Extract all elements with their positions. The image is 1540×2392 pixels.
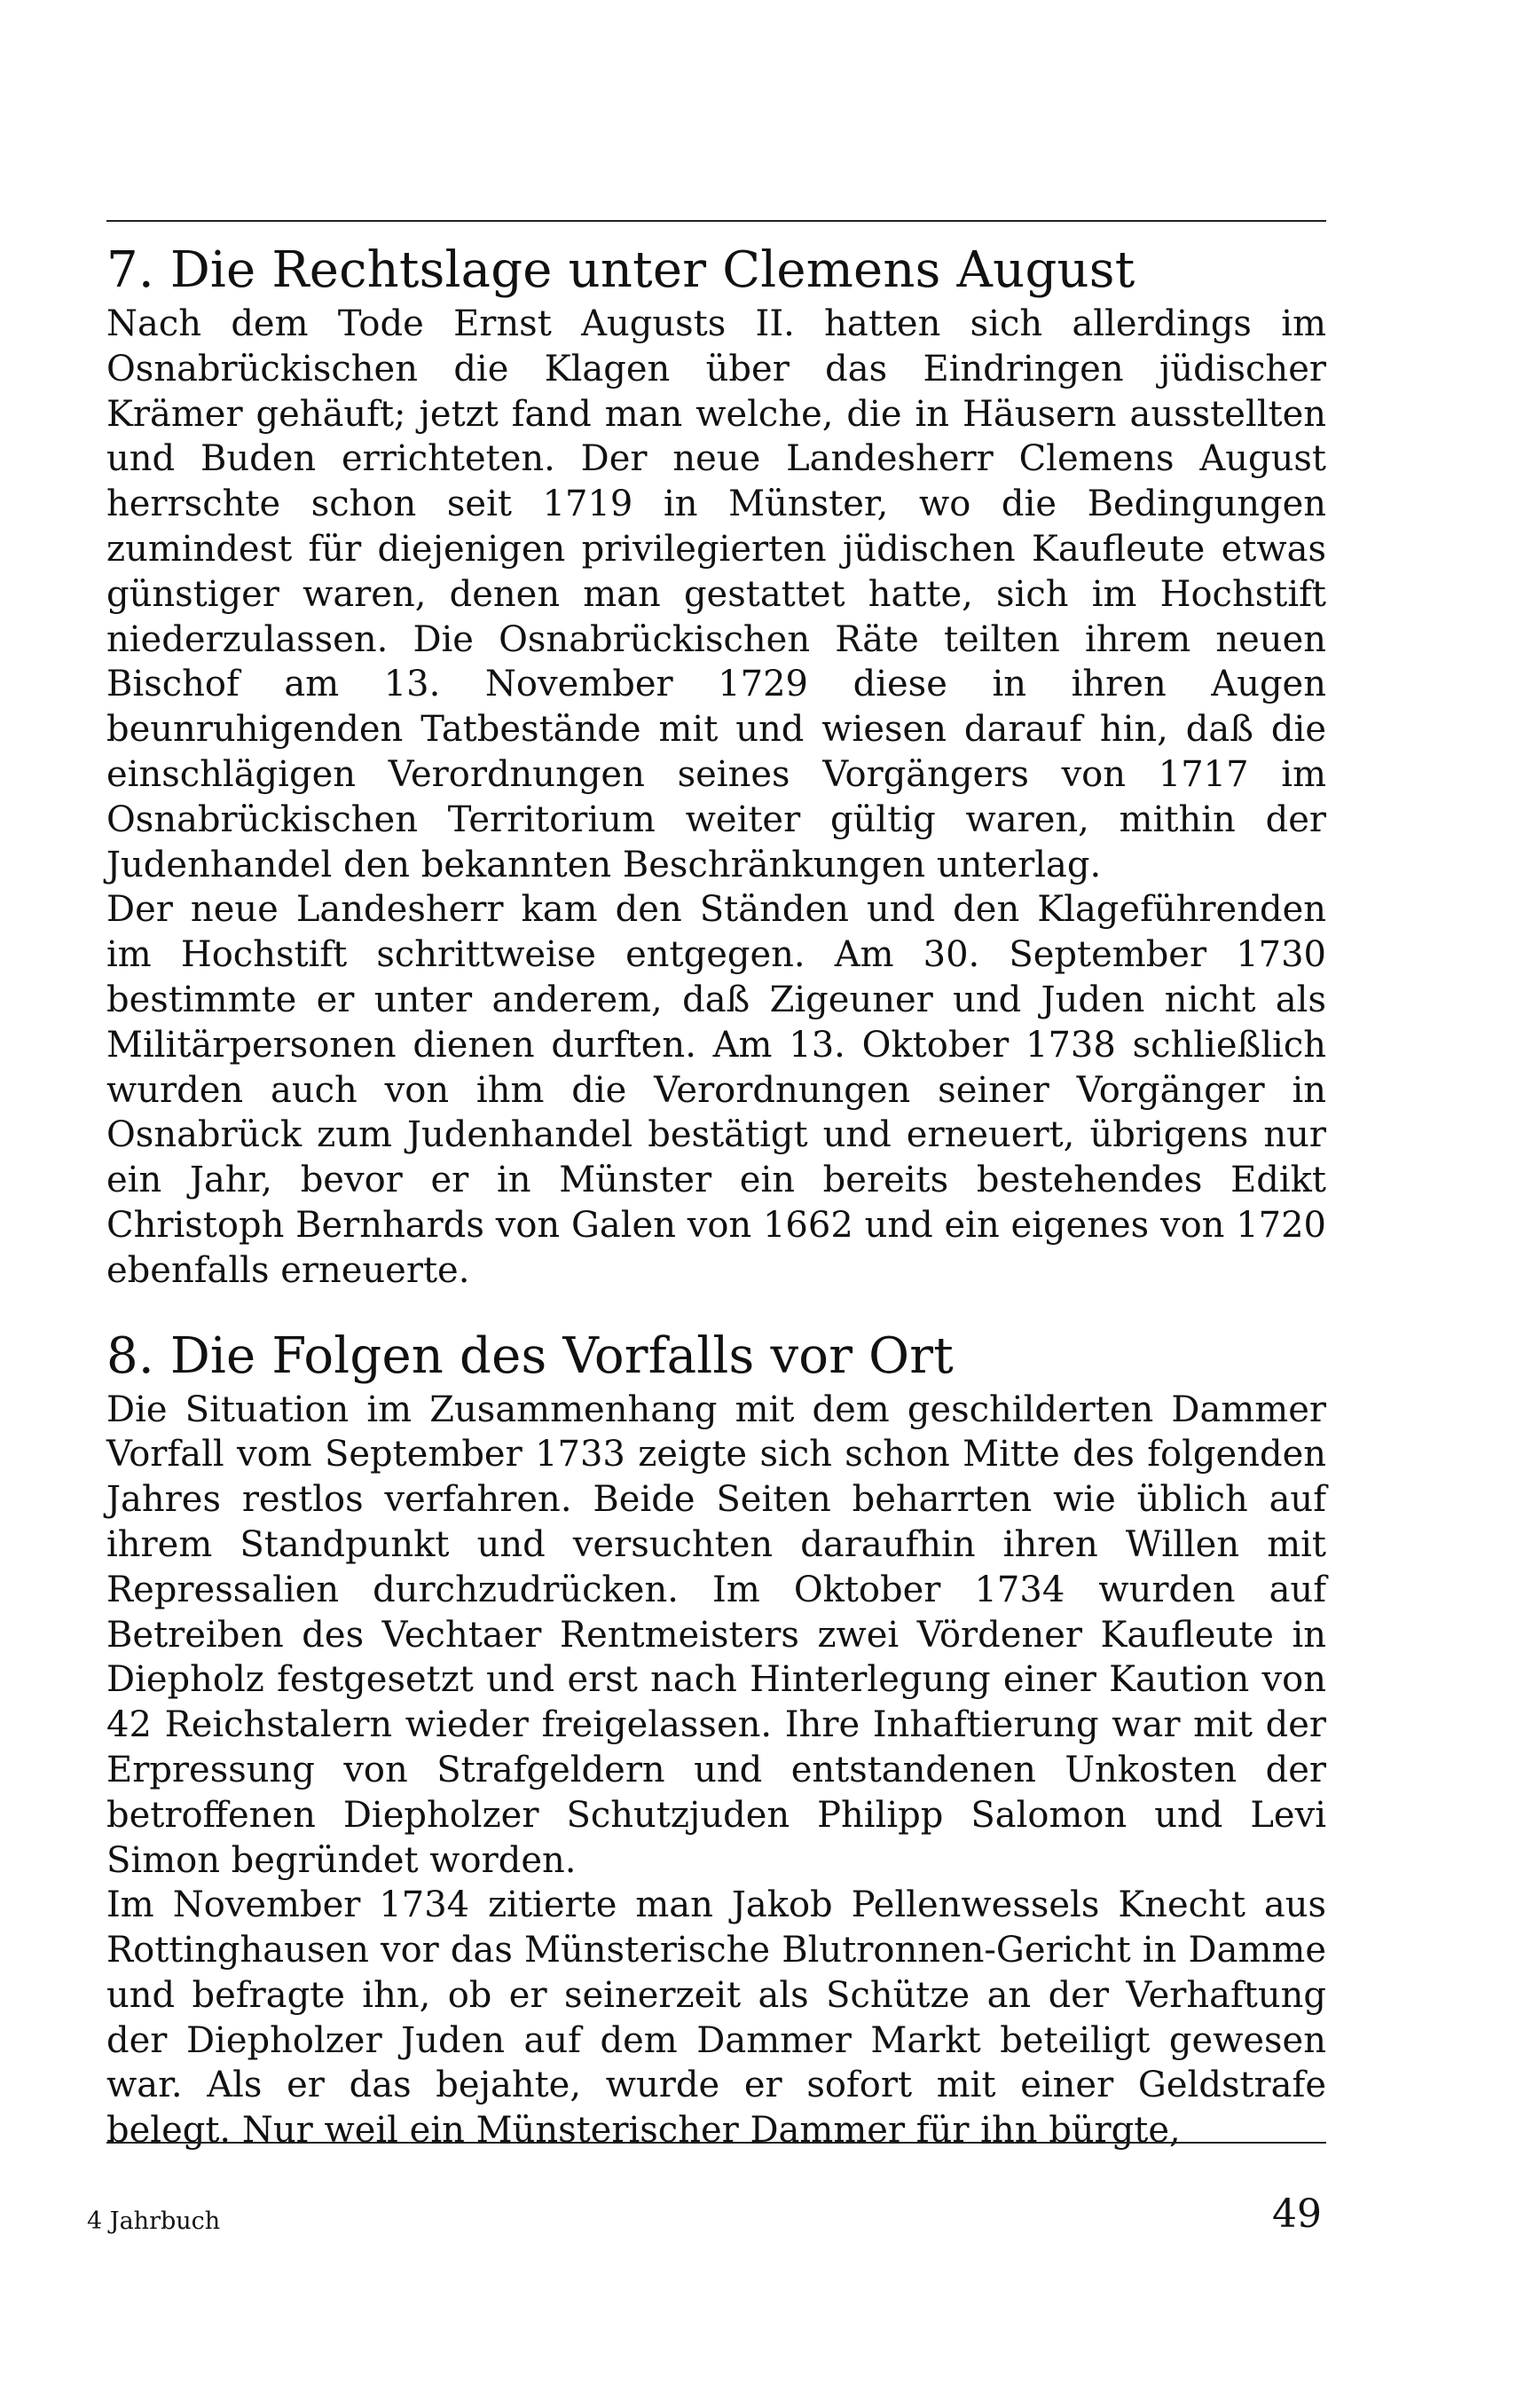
section-8-heading: 8. Die Folgen des Vorfalls vor Ort xyxy=(106,1326,954,1385)
top-rule xyxy=(106,220,1326,222)
page-number: 49 xyxy=(1272,2191,1322,2237)
page-body xyxy=(106,241,1326,2153)
section-7-heading: 7. Die Rechtslage unter Clemens August xyxy=(106,241,1135,299)
bottom-rule xyxy=(106,2142,1326,2144)
section-8-paragraph-1: Die Situation im Zusammenhang mit dem geschilderten Dammer Vorfall vom September 1733 zeigte sich schon Mitte des folgenden Jahres restlos verfahren. Beide Seiten beharrten wie üblich auf ihrem Standpunkt und versuchten daraufhin ihren Willen mit Repressalien durchzudrücken. Im Oktober 1734 wurden auf Betreiben des Vechtaer Rentmeisters zwei Vördener Kaufleute in Diepholz festgesetzt und erst nach Hinterlegung einer Kaution von 42 Reichstalern wieder freigelassen. Ihre Inhaftierung war mit der Erpressung von Strafgeldern und entstandenen Unkosten der betroffenen Diepholzer Schutzjuden Philipp Salomon und Levi Simon begründet worden. xyxy=(106,1389,1326,1881)
section-8-paragraph-2: Im November 1734 zitierte man Jakob Pellenwessels Knecht aus Rottinghausen vor das Münsterische Blutronnen-Gericht in Damme und befragte ihn, ob er seinerzeit als Schütze an der Verhaftung der Diepholzer Juden auf dem Dammer Markt beteiligt gewesen war. Als er das bejahte, wurde er sofort mit einer Geldstrafe belegt. Nur weil ein Münsterischer Dammer für ihn bürgte, xyxy=(106,1884,1326,2152)
printer-signature: 4 Jahrbuch xyxy=(87,2207,221,2235)
section-7-paragraph-1: Nach dem Tode Ernst Augusts II. hatten sich allerdings im Osnabrückischen die Klagen über das Eindringen jüdischer Krämer gehäuft; jetzt fand man welche, die in Häusern ausstellten und Buden errichteten. Der neue Landesherr Clemens August herrschte schon seit 1719 in Münster, wo die Bedingungen zumindest für diejenigen privilegierten jüdischen Kaufleute etwas günstiger waren, denen man gestattet hatte, sich im Hochstift niederzulassen. Die Osnabrückischen Räte teilten ihrem neuen Bischof am 13. November 1729 diese in ihren Augen beunruhigenden Tatbestände mit und wiesen darauf hin, daß die einschlägigen Verordnungen seines Vorgängers von 1717 im Osnabrückischen Territorium weiter gültig waren, mithin der Judenhandel den bekannten Beschränkungen unterlag. xyxy=(106,303,1326,885)
section-7-paragraph-2: Der neue Landesherr kam den Ständen und den Klageführenden im Hochstift schrittweise entgegen. Am 30. September 1730 bestimmte er unter anderem, daß Zigeuner und Juden nicht als Militärpersonen dienen durften. Am 13. Oktober 1738 schließlich wurden auch von ihm die Verordnungen seiner Vorgänger in Osnabrück zum Judenhandel bestätigt und erneuert, übrigens nur ein Jahr, bevor er in Münster ein bereits bestehendes Edikt Christoph Bernhards von Galen von 1662 und ein eigenes von 1720 ebenfalls erneuerte. xyxy=(106,889,1326,1291)
